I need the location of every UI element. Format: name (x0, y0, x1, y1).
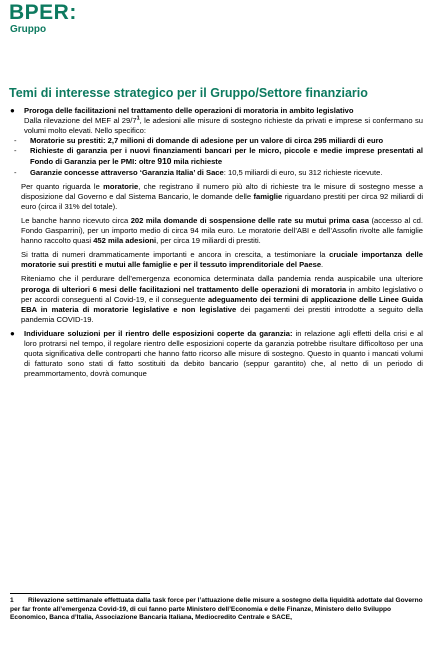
bullet-dot-icon: ● (10, 106, 15, 115)
intro-text: Dalla rilevazione del MEF al 29/7 (24, 116, 137, 126)
bullet-item-soluzioni (10, 329, 423, 379)
list-item (12, 136, 423, 146)
dash-item-text: Richieste di garanzia per i nuovi finanziamenti bancari per le micro, piccole e medie imprese presentati al Fondo di Garanzia per le PMI: oltre 910 mila richieste (30, 146, 423, 167)
footnote-text: Rilevazione settimanale effettuata dalla task force per l’attuazione delle misure a sostegno della liquidità adottate dal Governo per far fronte all’emergenza Covid-19, di cui fanno parte Ministero dell’Economia e delle Finanze, Ministero dello Sviluppo Economico, Banca d’Italia, Associazione Bancaria Italiana, Mediocredito Centrale e SACE, (10, 597, 423, 622)
paragraph-proroga: Riteniamo che il perdurare dell’emergenza economica determinata dalla pandemia renda auspicabile una ulteriore proroga di ulteriori 6 mesi delle facilitazioni nel trattamento delle operazioni di moratoria in ambito legislativo o per accordi conseguenti al Covid-19, e il conseguente adeguamento dei termini di applicazione delle Linee Guida EBA in materia di moratorie legislative e non legislative dei pagamenti dei prestiti introdotte a seguito della pandemia COVID-19. (21, 274, 423, 324)
dash-item-text: Garanzie concesse attraverso ‘Garanzia Italia’ di Sace: 10,5 miliardi di euro, su 312 richieste ricevute. (30, 167, 383, 177)
paragraph-mutui: Le banche hanno ricevuto circa 202 mila domande di sospensione delle rate su mutui prima casa (accesso al cd. Fondo Gasparrini), per un importo medio di circa 94 mila euro. Le moratorie dell’ABI e dell’Assofin rivolte alle famiglie hanno raccolto quasi 452 mila adesioni, per circa 19 miliardi di prestiti. (21, 215, 423, 246)
logo-subtitle: Gruppo (10, 24, 47, 35)
footnote-divider (10, 593, 150, 594)
bullet-title: Individuare soluzioni per il rientro delle esposizioni coperte da garanzia: (24, 328, 293, 338)
dash-icon: - (14, 146, 17, 156)
paragraph-numeri: Si tratta di numeri drammaticamente importanti e ancora in crescita, a testimoniare la cruciale importanza delle moratorie sui prestiti e mutui alle famiglie e per il tessuto imprenditoriale del Paese. (21, 250, 423, 270)
page-heading: Temi di interesse strategico per il Gruppo/Settore finanziario (9, 86, 368, 100)
bullet-title: Proroga delle facilitazioni nel trattamento delle operazioni di moratoria in ambito legislativo (24, 106, 354, 115)
bullet-body (14, 106, 424, 178)
bullet-body (24, 329, 423, 379)
dash-item-text: Moratorie su prestiti: 2,7 milioni di domande di adesione per un valore di circa 295 miliardi di euro (30, 136, 384, 146)
bullet-item-proroga (10, 106, 423, 178)
footnote-ref: 1 (136, 115, 140, 122)
bullet-dot-icon: ● (10, 328, 15, 338)
footnote (10, 597, 428, 623)
paragraph-moratorie: Per quanto riguarda le moratorie, che registrano il numero più alto di richieste tra le misure di sostegno messe a disposizione dal Governo e dal Sistema Bancario, le domande delle famiglie riguardano prestiti per circa 92 miliardi di euro (circa il 31% del totale). (21, 181, 424, 211)
document-body (10, 106, 423, 379)
footnote-number: 1 (10, 597, 14, 604)
dash-icon: - (14, 136, 17, 146)
dash-list (12, 136, 423, 177)
logo-title: BPER: (9, 1, 77, 24)
bullet-text: in relazione agli effetti della crisi e al loro protrarsi nel tempo, il regolare rientro delle esposizioni coperte da garanzia potrebbe risultare difficoltoso per una quota significativa delle controparti che hanno fatto ricorso alle misure di sostegno. Questo in quanto i mancati volumi di fatturato sono stati di fatto sostituiti da debito bancario (seppur garantito) che, al netto di un periodo di preammortamento, dovrà comunque (24, 328, 423, 379)
dash-icon: - (14, 167, 17, 177)
bper-logo (9, 2, 77, 36)
list-item (12, 146, 423, 167)
intro-paragraph (24, 116, 423, 136)
intro-text-cont: , le adesioni alle misure di sostegno richieste da privati e imprese si confermano su volumi molto elevati. Nello specifico: (24, 116, 424, 136)
list-item (12, 168, 423, 178)
